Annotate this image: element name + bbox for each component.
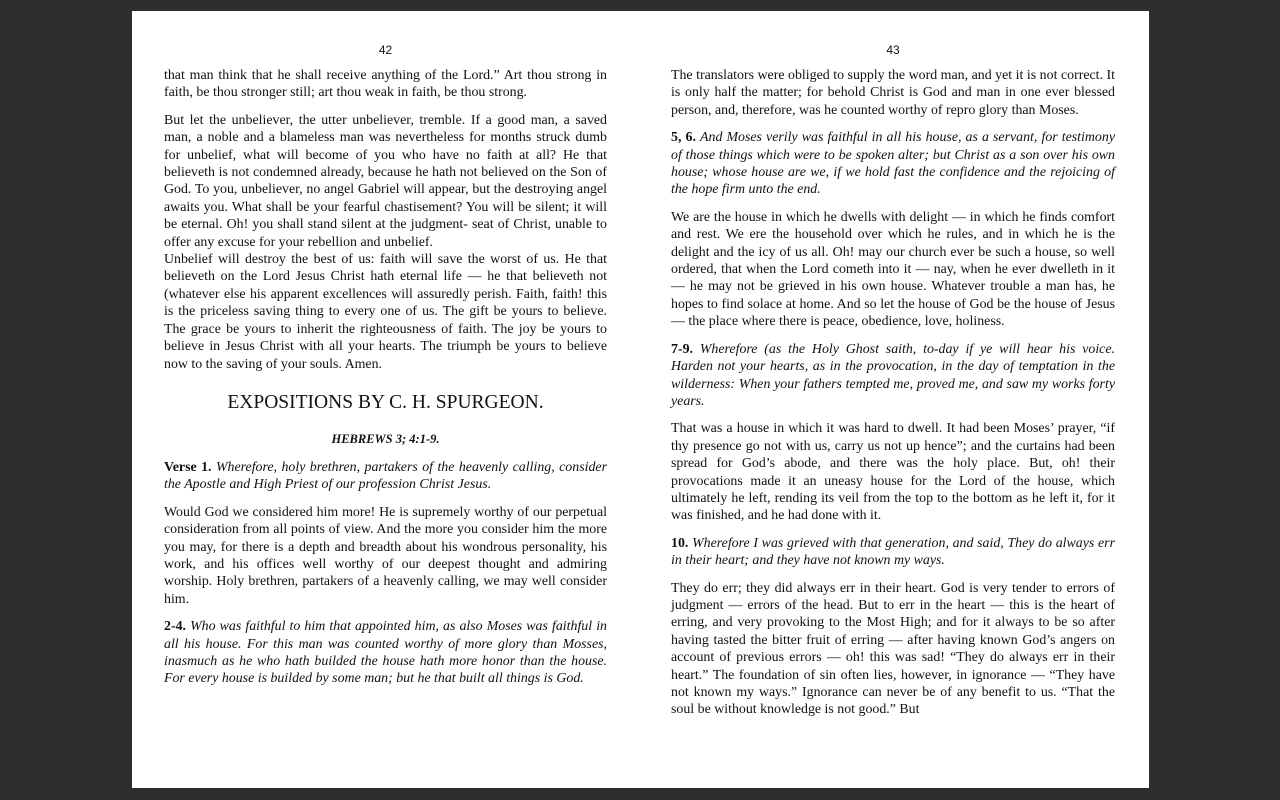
- paragraph: The translators were obliged to supply the word man, and yet it is not correct. It is only half the matter; for behold Christ is God and man in one ever blessed person, and, therefore, was he counted worthy of repro glory than Moses.: [671, 68, 1115, 118]
- paragraph: That was a house in which it was hard to dwell. It had been Moses’ prayer, “if thy presence go not with us, carry us not up hence”; and the curtains had been spread for God’s abode, and there was the holy place. But, oh! their provocations made it an uneasy house for the Lord of the house, which ultimately he left, rending its veil from the top to the bottom as he left it, for it was finished, and he had done with it.: [671, 421, 1115, 524]
- verse-paragraph: [164, 618, 607, 688]
- verse-paragraph: [671, 129, 1115, 199]
- page-body: [671, 67, 1115, 729]
- right-page: [671, 11, 1115, 788]
- verse-paragraph: [164, 459, 607, 494]
- verse-paragraph: [671, 341, 1115, 411]
- section-heading: EXPOSITIONS BY C. H. SPURGEON.: [227, 391, 544, 413]
- verse-text: Wherefore I was grieved with that generation, and said, They do always err in their heart; and they have not known my ways.: [671, 535, 1115, 569]
- verse-number: 7-9.: [671, 341, 693, 357]
- left-page: [164, 11, 607, 788]
- page-body: [164, 67, 607, 698]
- page-number: 42: [378, 43, 393, 57]
- paragraph: that man think that he shall receive anything of the Lord.” Art thou strong in faith, be thou stronger still; art thou weak in faith, be thou strong.: [164, 68, 607, 101]
- scripture-reference: HEBREWS 3; 4:1-9.: [331, 431, 440, 446]
- page-number: 43: [886, 43, 900, 57]
- verse-number: Verse 1.: [164, 459, 212, 475]
- verse-number: 5, 6.: [671, 130, 696, 146]
- paragraph: Unbelief will destroy the best of us: faith will save the worst of us. He that believeth on the Lord Jesus Christ hath eternal life — he that believeth not (whatever else his apparent excellences will assuredly perish. Faith, faith! this is the priceless saving thing to every one of us. The gift be yours to believe. The grace be yours to inherit the righteousness of faith. The joy be yours to believe in Jesus Christ with all your hearts. The triumph be yours to believe now to the saving of your souls. Amen.: [164, 252, 607, 372]
- verse-text: Wherefore (as the Holy Ghost saith, to-day if ye will hear his voice. Harden not your hearts, as in the provocation, in the day of temptation in the wilderness: When your fathers tempted me, proved me, and saw my works forty years.: [671, 341, 1115, 409]
- verse-text: Wherefore, holy brethren, partakers of the heavenly calling, consider the Apostle and High Priest of our profession Christ Jesus.: [164, 459, 607, 493]
- paragraph: We are the house in which he dwells with delight — in which he finds comfort and rest. We ere the household over which he rules, and in which he is the delight and the icy of us all. Oh! may our church ever be such a house, so well ordered, that when the Lord cometh into it — nay, when he ever dwelleth in it — he may not be grieved in his own house. Whatever trouble a man has, he hopes to find solace at home. And so let the house of God be the house of Jesus — the place where there is peace, obedience, love, holiness.: [671, 209, 1115, 330]
- verse-paragraph: [671, 535, 1115, 570]
- verse-number: 2-4.: [164, 619, 186, 635]
- verse-text: Who was faithful to him that appointed him, as also Moses was faithful in all his house. For this man was counted worthy of more glory than Mosses, inasmuch as he who hath builded the house hath more honor than the house. For every house is builded by some man; but he that built all things is God.: [164, 619, 607, 687]
- paragraph: But let the unbeliever, the utter unbeliever, tremble. If a good man, a saved man, a noble and a blameless man was nevertheless for months struck dumb for unbelief, what will become of you who have no faith at all? He that believeth is not condemned already, because he hath not believed on the Son of God. To you, unbeliever, no angel Gabriel will appear, but the destroying angel awaits you. What shall be your fearful chastisement? You will be silent; it will be eternal. Oh! you shall stand silent at the judgment- seat of Christ, unable to offer any excuse for your rebellion and unbelief.: [164, 112, 607, 250]
- verse-text: And Moses verily was faithful in all his house, as a servant, for testimony of those things which were to be spoken alter; but Christ as a son over his own house; whose house are we, if we hold fast the confidence and the rejoicing of the hope firm unto the end.: [671, 130, 1115, 198]
- paragraph: They do err; they did always err in their heart. God is very tender to errors of judgment — errors of the head. But to err in the heart — this is the heart of erring, and very provoking to the Most High; and for it always to be so after having tasted the bitter fruit of erring — after having known God’s angers on account of previous errors — oh! this was sad! “They do always err in their heart.” The foundation of sin often lies, however, in ignorance — “They have not known my ways.” Ignorance can never be of any benefit to us. “That the soul be without knowledge is not good.” But: [671, 580, 1115, 718]
- verse-number: 10.: [671, 535, 689, 551]
- paragraph: Would God we considered him more! He is supremely worthy of our perpetual consideration from all points of view. And the more you consider him the more you may, for there is a depth and breadth about his wondrous personality, his work, and his offices well worthy of our deepest thought and admiring worship. Holy brethren, partakers of a heavenly calling, we may well consider him.: [164, 504, 607, 607]
- book-spread: [132, 11, 1149, 788]
